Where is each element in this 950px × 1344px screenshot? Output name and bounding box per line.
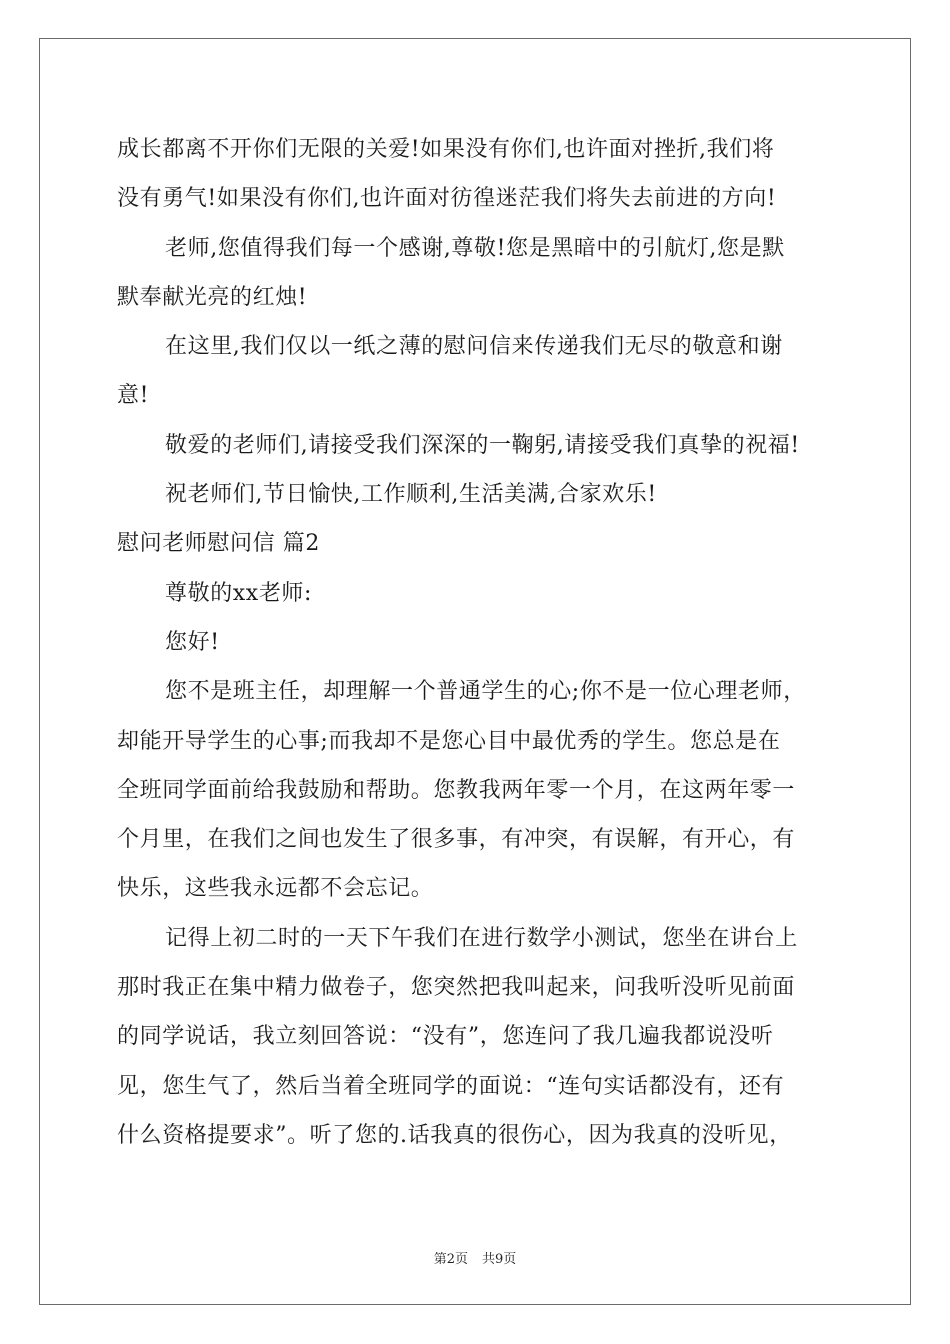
text-line: 没有勇气!如果没有你们,也许面对彷徨迷茫我们将失去前进的方向! xyxy=(117,186,777,212)
text-line: 全班同学面前给我鼓励和帮助。您教我两年零一个月，在这两年零一 xyxy=(117,777,796,803)
page-number-total: 共9页 xyxy=(482,1252,517,1267)
text-line: 个月里，在我们之间也发生了很多事，有冲突，有误解，有开心，有 xyxy=(117,827,796,853)
text-line: 什么资格提要求”。听了您的.话我真的很伤心，因为我真的没听见， xyxy=(117,1122,792,1148)
text-line: 在这里,我们仅以一纸之薄的慰问信来传递我们无尽的敬意和谢 xyxy=(165,334,783,360)
text-line: 成长都离不开你们无限的关爱!如果没有你们,也许面对挫折,我们将 xyxy=(117,137,775,162)
text-line: 意! xyxy=(117,383,150,409)
section-heading: 慰问老师慰问信 篇2 xyxy=(117,531,320,557)
text-line: 默奉献光亮的红烛! xyxy=(117,284,308,310)
text-line: 的同学说话，我立刻回答说：“没有”，您连问了我几遍我都说没听 xyxy=(117,1024,774,1050)
text-line: 快乐，这些我永远都不会忘记。 xyxy=(117,876,434,902)
document-body xyxy=(117,125,857,1160)
text-line: 老师,您值得我们每一个感谢,尊敬!您是黑暗中的引航灯,您是默 xyxy=(165,235,785,261)
greeting: 您好! xyxy=(165,629,220,655)
text-line: 祝老师们,节日愉快,工作顺利,生活美满,合家欢乐! xyxy=(165,482,657,508)
text-line: 记得上初二时的一天下午我们在进行数学小测试，您坐在讲台上 xyxy=(165,925,798,951)
text-line: 那时我正在集中精力做卷子，您突然把我叫起来，问我听没听见前面 xyxy=(117,975,796,1001)
page-footer xyxy=(0,1248,950,1267)
page-number-current: 第2页 xyxy=(433,1252,468,1267)
text-line: 却能开导学生的心事;而我却不是您心目中最优秀的学生。您总是在 xyxy=(117,728,781,754)
text-line: 敬爱的老师们,请接受我们深深的一鞠躬,请接受我们真挚的祝福! xyxy=(165,432,800,458)
text-line: 见，您生气了，然后当着全班同学的面说：“连句实话都没有，还有 xyxy=(117,1073,785,1099)
salutation: 尊敬的xx老师: xyxy=(165,580,313,606)
text-line: 您不是班主任，却理解一个普通学生的心;你不是一位心理老师， xyxy=(165,679,806,705)
